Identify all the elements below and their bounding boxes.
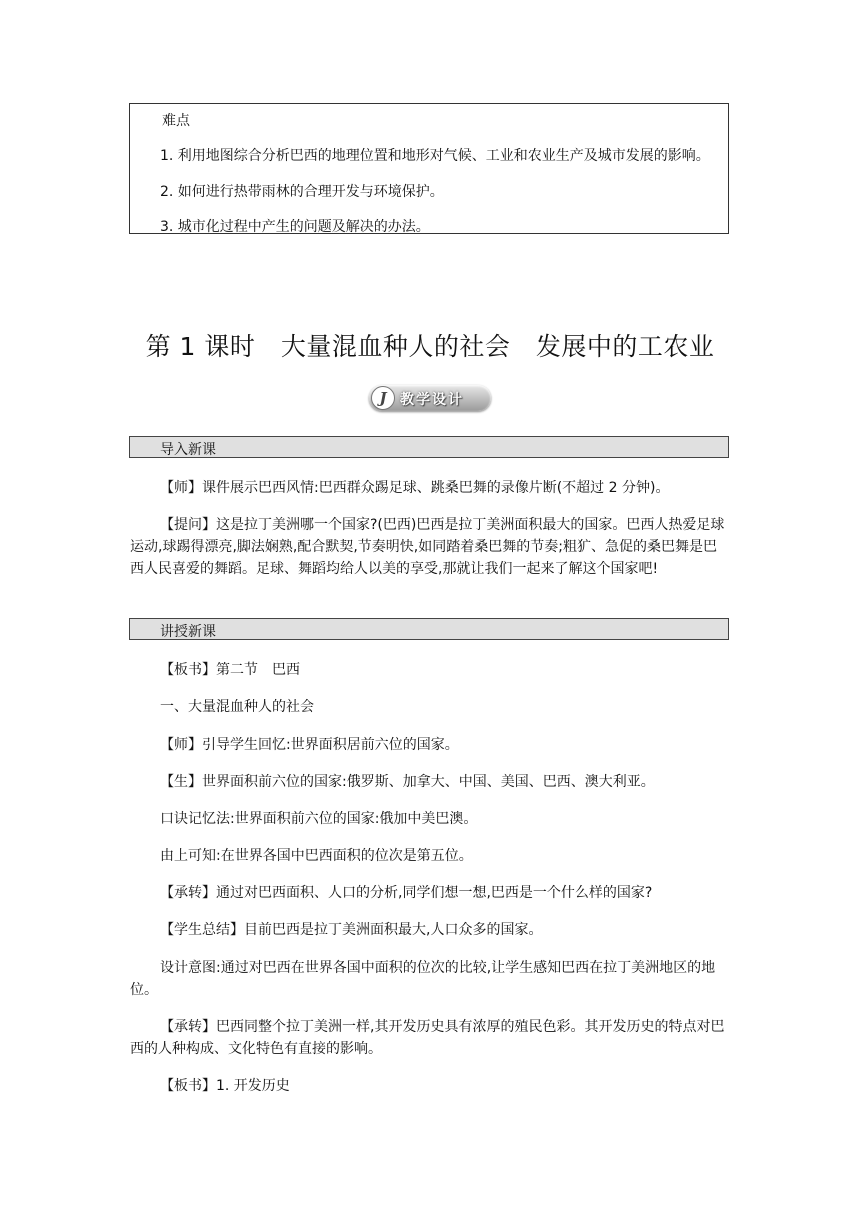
paragraph: 口诀记忆法:世界面积前六位的国家:俄加中美巴澳。 [160,811,478,827]
lesson-title: 第 1 课时 大量混血种人的社会 发展中的工农业 [145,332,715,361]
badge-label: 教学设计 [400,392,464,408]
section-header-teach [129,618,729,640]
paragraph: 一、大量混血种人的社会 [160,699,314,715]
paragraph: 由上可知:在世界各国中巴西面积的位次是第五位。 [160,848,473,864]
paragraph: 【承转】巴西同整个拉丁美洲一样,其开发历史具有浓厚的殖民色彩。其开发历史的特点对巴西的人种构成、文化特色有直接的影响。 [130,1019,725,1057]
difficulty-item-1: 1. 利用地图综合分析巴西的地理位置和地形对气候、工业和农业生产及城市发展的影响。 [160,148,710,164]
paragraph: 【承转】通过对巴西面积、人口的分析,同学们想一想,巴西是一个什么样的国家? [160,885,653,901]
paragraph: 设计意图:通过对巴西在世界各国中面积的位次的比较,让学生感知巴西在拉丁美洲地区的地位。 [130,960,716,998]
paragraph: 【师】课件展示巴西风情:巴西群众踢足球、跳桑巴舞的录像片断(不超过 2 分钟)。 [160,480,670,496]
difficulty-box [129,103,729,234]
difficulty-item-2: 2. 如何进行热带雨林的合理开发与环境保护。 [160,184,444,200]
section-header-teach-label: 讲授新课 [160,624,216,640]
difficulty-item-3: 3. 城市化过程中产生的问题及解决的办法。 [160,219,430,235]
paragraph: 【板书】第二节 巴西 [160,662,300,678]
difficulty-heading: 难点 [162,113,190,129]
paragraph: 【师】引导学生回忆:世界面积居前六位的国家。 [160,737,459,753]
badge-letter-icon: J [371,386,395,410]
section-header-intro-label: 导入新课 [160,442,216,458]
teaching-design-badge [369,385,491,411]
paragraph: 【学生总结】目前巴西是拉丁美洲面积最大,人口众多的国家。 [160,922,543,938]
paragraph: 【生】世界面积前六位的国家:俄罗斯、加拿大、中国、美国、巴西、澳大利亚。 [160,774,655,790]
section-header-intro [129,436,729,458]
paragraph: 【板书】1. 开发历史 [160,1078,290,1094]
paragraph: 【提问】这是拉丁美洲哪一个国家?(巴西)巴西是拉丁美洲面积最大的国家。巴西人热爱足球运动,球踢得漂亮,脚法娴熟,配合默契,节奏明快,如同踏着桑巴舞的节奏;粗犷、急促的桑巴舞是巴西人民喜爱的舞蹈。足球、舞蹈均给人以美的享受,那就让我们一起来了解这个国家吧! [130,517,725,577]
